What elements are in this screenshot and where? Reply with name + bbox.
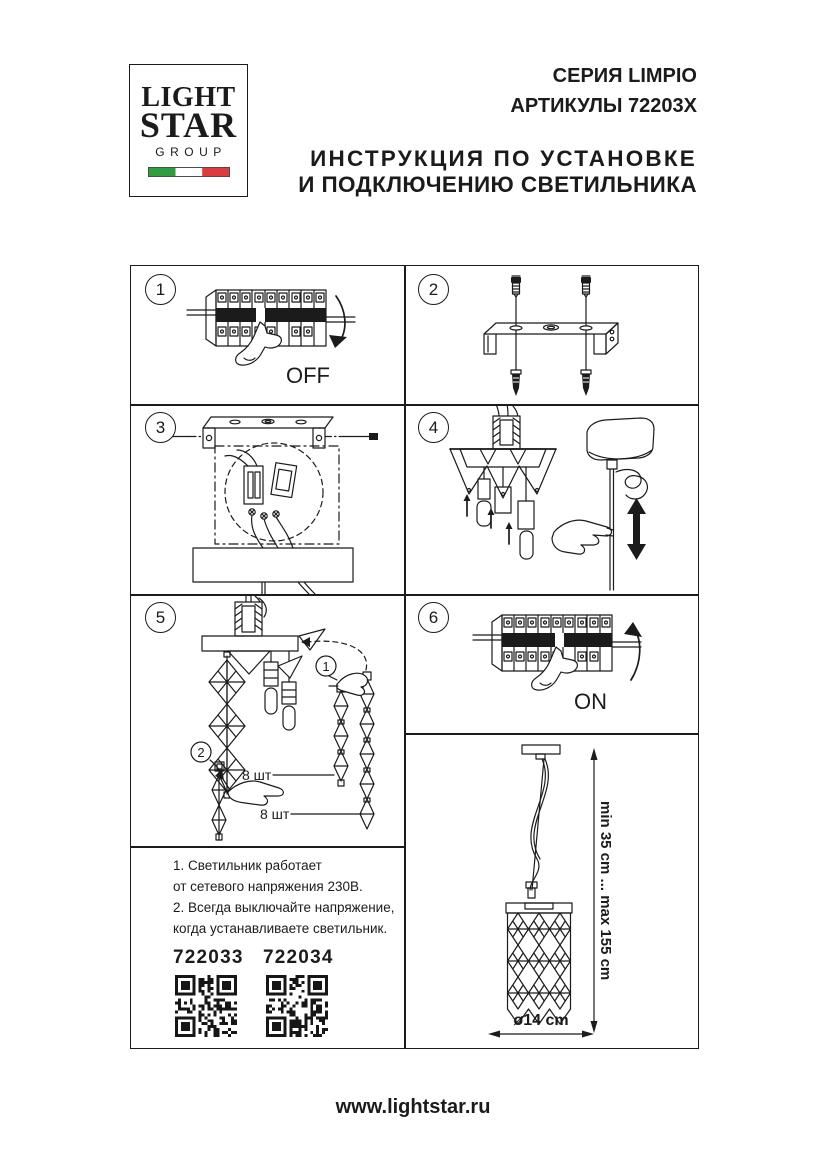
canopy-icon <box>193 548 353 582</box>
arrow-up-icon <box>624 622 642 680</box>
note-line-4: когда устанавливаете светильник. <box>173 921 388 936</box>
step-4-number: 4 <box>428 417 439 437</box>
step-6-badge <box>418 602 449 633</box>
cables-icon <box>262 582 315 594</box>
step-1-number: 1 <box>155 279 166 299</box>
step-3-panel <box>131 404 404 594</box>
step-4-panel <box>404 404 698 594</box>
cable-adjust-icon <box>552 418 654 590</box>
logo-word-light: LIGHT <box>141 82 236 113</box>
callout-2-number: 2 <box>197 745 205 760</box>
flat-strip-a-icon <box>334 684 348 786</box>
callout-1-number: 1 <box>322 659 330 674</box>
step-3-number: 3 <box>155 417 166 437</box>
hand-icon <box>329 673 368 695</box>
hand-icon <box>552 520 612 554</box>
flag-green <box>149 168 176 176</box>
instruction-title-line1: ИНСТРУКЦИЯ ПО УСТАНОВКЕ <box>310 146 697 171</box>
pendant-dimensions-drawing <box>404 733 698 1048</box>
diameter-dimension <box>488 1012 594 1038</box>
lightstar-logo <box>129 64 248 197</box>
step-2-number: 2 <box>428 279 439 299</box>
flag-white <box>175 168 202 176</box>
header-titles <box>298 64 697 198</box>
qr-code-722034 <box>266 975 328 1037</box>
detail-circle <box>225 443 323 541</box>
article-numbers <box>173 947 404 969</box>
pendant-lamp-icon <box>506 745 572 1024</box>
italian-flag-stripe <box>148 167 230 177</box>
article-number-1: 722033 <box>173 947 244 968</box>
flag-red <box>202 168 229 176</box>
off-label: OFF <box>286 363 330 388</box>
qr-code-722033 <box>175 975 237 1037</box>
logo-word-star: STAR <box>139 105 238 145</box>
bulbs-icon <box>464 467 535 559</box>
crystal-lattice-strip-icon <box>209 652 245 798</box>
step-3-badge <box>145 412 176 443</box>
step5-drawing-crystal-strips <box>131 594 404 846</box>
step-1-panel <box>131 266 404 404</box>
diameter-label: ø14 cm <box>513 1012 569 1029</box>
note-line-1: 1. Светильник работает <box>173 858 322 873</box>
on-label: ON <box>574 689 607 714</box>
step-6-panel <box>404 594 698 733</box>
website-url: www.lightstar.ru <box>335 1096 491 1118</box>
height-range-label: min 35 cm ... max 155 cm <box>597 801 614 981</box>
qr-codes <box>175 975 404 1037</box>
note-line-3: 2. Всегда выключайте напряжение, <box>173 900 395 915</box>
step-2-panel <box>404 266 698 404</box>
logo-word-group: GROUP <box>155 145 227 159</box>
white-arrow-icon <box>299 629 325 650</box>
step-5-badge <box>145 602 176 633</box>
note-line-2: от сетевого напряжения 230В. <box>173 879 363 894</box>
side-screws-icon <box>157 433 378 440</box>
dimensions-panel <box>404 733 698 1048</box>
terminal-block-icon <box>225 450 297 548</box>
safety-notes <box>131 846 404 939</box>
qty-label-2: 8 шт <box>260 806 290 822</box>
step-4-badge <box>418 412 449 443</box>
height-dimension <box>591 748 615 1033</box>
steps-grid <box>130 265 699 1049</box>
step-1-badge <box>145 274 176 305</box>
step-5-number: 5 <box>155 607 166 627</box>
lamp-frame-icon <box>202 594 298 674</box>
step-6-number: 6 <box>428 607 439 627</box>
mount-bracket-icon <box>484 323 618 354</box>
article-number-2: 722034 <box>263 947 334 968</box>
step-5-panel <box>131 594 404 846</box>
screw-and-anchor-icon <box>511 276 521 396</box>
notes-panel <box>131 846 404 1048</box>
step-2-badge <box>418 274 449 305</box>
series-title: СЕРИЯ LIMPIO <box>552 65 697 87</box>
instruction-title-line2: И ПОДКЛЮЧЕНИЮ СВЕТИЛЬНИКА <box>298 172 697 197</box>
qty-label-1: 8 шт <box>242 767 272 783</box>
double-arrow-icon <box>627 498 646 560</box>
white-arrow-icon <box>278 656 302 678</box>
articles-title: АРТИКУЛЫ 72203Х <box>510 95 697 117</box>
coiled-wire-icon <box>616 470 647 499</box>
